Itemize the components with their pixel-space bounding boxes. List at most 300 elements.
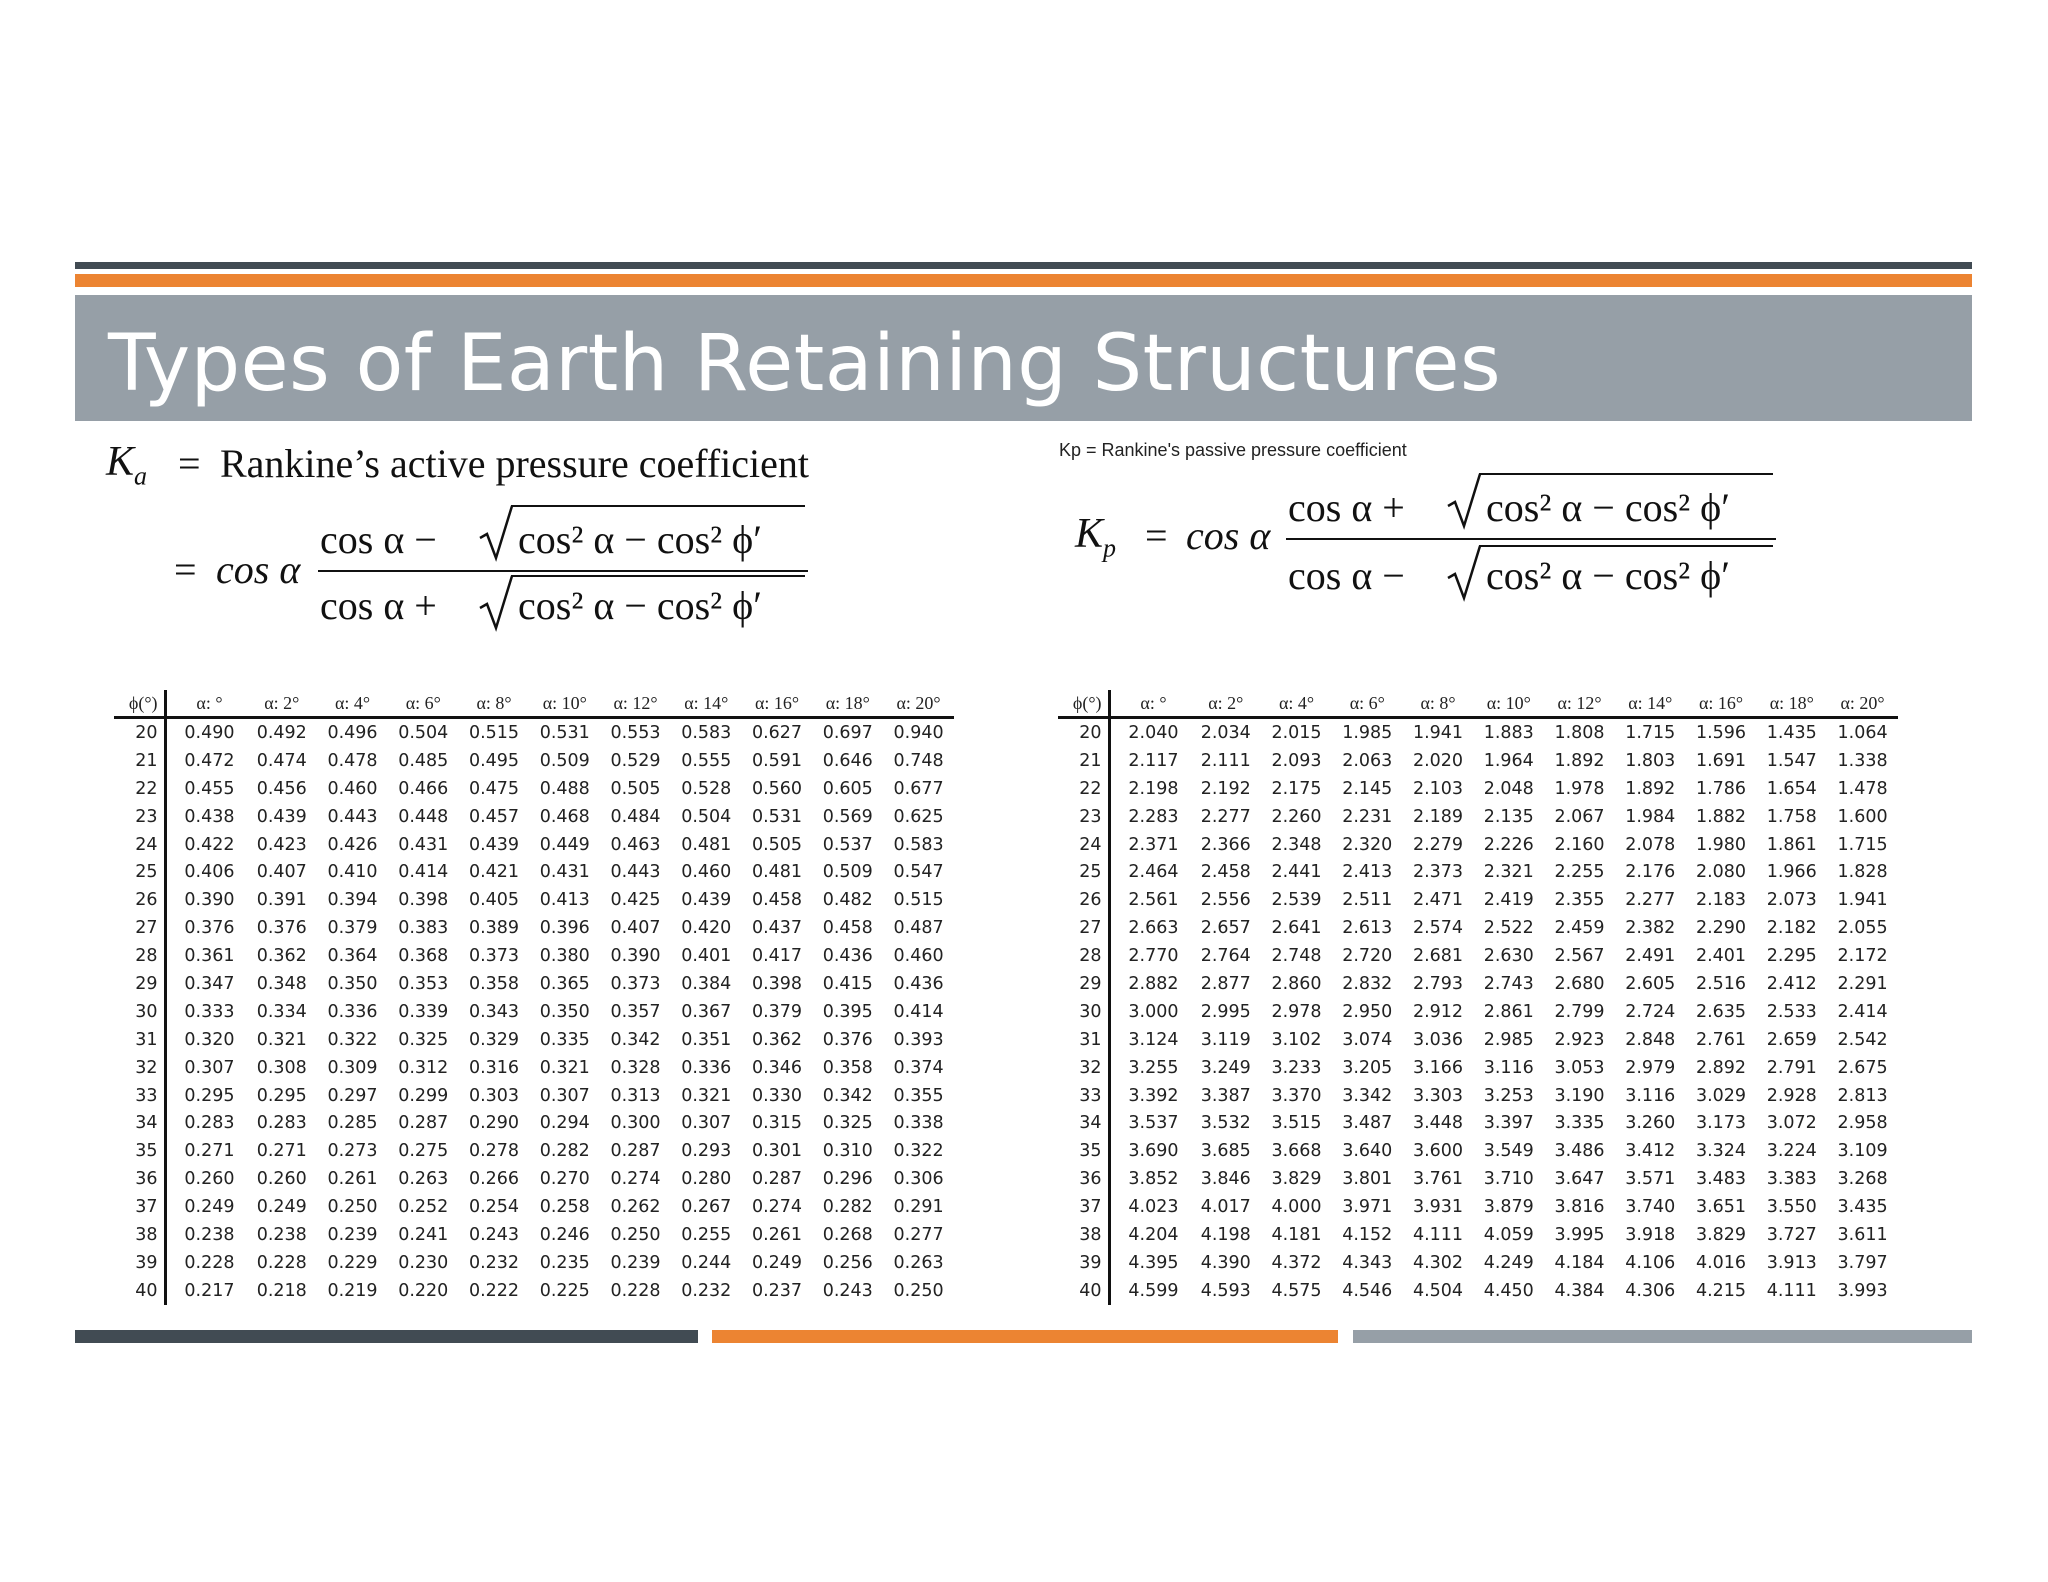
coefficient-cell: 0.335: [539, 1029, 590, 1050]
ka-fraction-bar: [318, 570, 808, 572]
coefficient-cell: 3.797: [1837, 1252, 1888, 1273]
coefficient-cell: 2.511: [1342, 890, 1393, 911]
coefficient-cell: 0.373: [468, 946, 520, 967]
coefficient-cell: 3.640: [1342, 1141, 1393, 1162]
coefficient-cell: 2.861: [1483, 1001, 1534, 1022]
coefficient-cell: 3.260: [1625, 1113, 1676, 1134]
coefficient-cell: 0.488: [539, 778, 590, 799]
coefficient-cell: 0.390: [184, 890, 235, 911]
coefficient-cell: 0.515: [893, 890, 944, 911]
coefficient-cell: 0.436: [822, 946, 873, 967]
coefficient-cell: 2.080: [1695, 862, 1747, 883]
coefficient-cell: 0.389: [468, 918, 520, 939]
coefficient-cell: 3.029: [1695, 1085, 1747, 1106]
coefficient-cell: 0.448: [398, 806, 449, 827]
coefficient-cell: 2.657: [1200, 918, 1251, 939]
coefficient-cell: 0.250: [893, 1280, 944, 1301]
table-row: [1058, 1137, 1898, 1165]
coefficient-cell: 3.387: [1200, 1085, 1251, 1106]
coefficient-cell: 4.599: [1128, 1280, 1179, 1301]
coefficient-cell: 0.583: [681, 722, 732, 743]
coefficient-cell: 3.205: [1342, 1057, 1393, 1078]
coefficient-cell: 0.458: [822, 918, 873, 939]
phi-cell: 24: [114, 831, 165, 859]
coefficient-cell: 0.583: [893, 834, 944, 855]
coefficient-cell: 0.336: [681, 1057, 732, 1078]
phi-cell: 31: [114, 1026, 165, 1054]
top-accent-bar-dark: [75, 262, 1972, 269]
coefficient-cell: 0.250: [610, 1224, 661, 1245]
coefficient-cell: 2.533: [1766, 1001, 1817, 1022]
coefficient-cell: 0.232: [468, 1252, 520, 1273]
coefficient-cell: 2.034: [1200, 722, 1251, 743]
coefficient-cell: 2.663: [1128, 918, 1179, 939]
coefficient-cell: 1.547: [1766, 750, 1817, 771]
coefficient-cell: 2.371: [1128, 834, 1179, 855]
ka-header-alpha-5: α: 10°: [529, 690, 600, 718]
coefficient-cell: 0.455: [184, 778, 235, 799]
coefficient-cell: 0.353: [398, 973, 449, 994]
slide-title: Types of Earth Retaining Structures: [108, 319, 1502, 409]
coefficient-cell: 0.504: [398, 722, 449, 743]
coefficient-cell: 0.361: [184, 946, 235, 967]
ka-table-body: [114, 718, 954, 1305]
coefficient-cell: 0.437: [751, 918, 803, 939]
coefficient-cell: 0.342: [822, 1085, 873, 1106]
coefficient-cell: 4.023: [1128, 1197, 1179, 1218]
table-row: [114, 1165, 954, 1193]
coefficient-cell: 4.017: [1200, 1197, 1251, 1218]
ka-prefix: cos α: [216, 547, 301, 592]
coefficient-cell: 0.490: [184, 722, 235, 743]
coefficient-cell: 3.190: [1554, 1085, 1605, 1106]
coefficient-cell: 3.233: [1271, 1057, 1322, 1078]
coefficient-cell: 1.715: [1837, 834, 1888, 855]
coefficient-cell: 2.382: [1625, 918, 1676, 939]
coefficient-cell: 0.228: [610, 1280, 661, 1301]
coefficient-cell: 4.204: [1128, 1224, 1179, 1245]
coefficient-cell: 0.398: [398, 890, 449, 911]
coefficient-cell: 0.697: [822, 722, 873, 743]
coefficient-cell: 2.793: [1412, 973, 1464, 994]
coefficient-cell: 1.478: [1837, 778, 1888, 799]
coefficient-cell: 4.504: [1412, 1280, 1464, 1301]
phi-cell: 26: [1058, 886, 1109, 914]
coefficient-cell: 2.231: [1342, 806, 1393, 827]
bottom-accent-bar-gray: [1353, 1330, 1972, 1343]
phi-cell: 22: [1058, 775, 1109, 803]
coefficient-cell: 2.743: [1483, 973, 1534, 994]
coefficient-cell: 2.892: [1695, 1057, 1747, 1078]
coefficient-cell: 0.339: [398, 1001, 449, 1022]
coefficient-cell: 1.964: [1483, 750, 1534, 771]
coefficient-cell: 2.366: [1200, 834, 1251, 855]
coefficient-cell: 0.362: [751, 1029, 803, 1050]
coefficient-cell: 0.407: [256, 862, 307, 883]
coefficient-cell: 0.383: [398, 918, 449, 939]
phi-cell: 31: [1058, 1026, 1109, 1054]
coefficient-cell: 0.287: [751, 1169, 803, 1190]
coefficient-cell: 2.539: [1271, 890, 1322, 911]
coefficient-cell: 0.509: [539, 750, 590, 771]
coefficient-cell: 3.483: [1695, 1169, 1747, 1190]
kp-header-alpha-3: α: 6°: [1332, 690, 1403, 718]
coefficient-cell: 2.567: [1554, 946, 1605, 967]
coefficient-cell: 0.374: [893, 1057, 944, 1078]
coefficient-cell: 3.342: [1342, 1085, 1393, 1106]
coefficient-cell: 2.291: [1837, 973, 1888, 994]
coefficient-cell: 0.431: [539, 862, 590, 883]
coefficient-cell: 3.571: [1625, 1169, 1676, 1190]
coefficient-cell: 2.877: [1200, 973, 1251, 994]
coefficient-cell: 0.417: [751, 946, 803, 967]
table-row: [114, 970, 954, 998]
coefficient-cell: 0.531: [539, 722, 590, 743]
coefficient-cell: 0.291: [893, 1197, 944, 1218]
coefficient-cell: 3.515: [1271, 1113, 1322, 1134]
coefficient-cell: 4.372: [1271, 1252, 1322, 1273]
kp-equals: =: [1145, 513, 1168, 558]
table-row: [114, 1221, 954, 1249]
coefficient-cell: 0.420: [681, 918, 732, 939]
coefficient-cell: 3.710: [1483, 1169, 1534, 1190]
ka-subscript: a: [134, 461, 148, 491]
coefficient-cell: 0.485: [398, 750, 449, 771]
coefficient-cell: 3.913: [1766, 1252, 1817, 1273]
table-row: [114, 998, 954, 1026]
coefficient-cell: 2.020: [1412, 750, 1464, 771]
coefficient-cell: 0.270: [539, 1169, 590, 1190]
coefficient-cell: 3.116: [1625, 1085, 1676, 1106]
coefficient-cell: 2.441: [1271, 862, 1322, 883]
phi-cell: 23: [114, 803, 165, 831]
table-row: [114, 747, 954, 775]
table-row: [1058, 1165, 1898, 1193]
coefficient-cell: 0.529: [610, 750, 661, 771]
coefficient-cell: 2.770: [1128, 946, 1179, 967]
coefficient-cell: 2.117: [1128, 750, 1179, 771]
coefficient-cell: 2.160: [1554, 834, 1605, 855]
coefficient-cell: 0.321: [256, 1029, 307, 1050]
coefficient-cell: 1.803: [1625, 750, 1676, 771]
coefficient-cell: 3.852: [1128, 1169, 1179, 1190]
coefficient-cell: 0.280: [681, 1169, 732, 1190]
coefficient-cell: 0.325: [398, 1029, 449, 1050]
coefficient-cell: 2.412: [1766, 973, 1817, 994]
phi-cell: 39: [114, 1249, 165, 1277]
coefficient-cell: 0.438: [184, 806, 235, 827]
coefficient-cell: 0.287: [398, 1113, 449, 1134]
coefficient-cell: 3.690: [1128, 1141, 1179, 1162]
coefficient-cell: 0.475: [468, 778, 520, 799]
ka-numerator-radicand: cos² α − cos² ϕ′: [518, 517, 762, 562]
coefficient-cell: 0.313: [610, 1085, 661, 1106]
coefficient-cell: 0.439: [681, 890, 732, 911]
coefficient-cell: 2.255: [1554, 862, 1605, 883]
coefficient-cell: 0.456: [256, 778, 307, 799]
coefficient-cell: 2.542: [1837, 1029, 1888, 1050]
phi-cell: 30: [1058, 998, 1109, 1026]
coefficient-cell: 0.625: [893, 806, 944, 827]
coefficient-cell: 1.882: [1695, 806, 1747, 827]
kp-fraction-bar: [1286, 538, 1776, 540]
coefficient-cell: 3.829: [1271, 1169, 1322, 1190]
bottom-accent-bar-orange: [712, 1330, 1338, 1343]
coefficient-cell: 0.481: [681, 834, 732, 855]
coefficient-cell: 0.260: [256, 1169, 307, 1190]
table-row: [1058, 831, 1898, 859]
coefficient-cell: 4.384: [1554, 1280, 1605, 1301]
coefficient-cell: 0.218: [256, 1280, 307, 1301]
coefficient-cell: 0.244: [681, 1252, 732, 1273]
coefficient-cell: 0.235: [539, 1252, 590, 1273]
coefficient-cell: 3.550: [1766, 1197, 1817, 1218]
coefficient-cell: 2.176: [1625, 862, 1676, 883]
table-row: [114, 718, 954, 747]
coefficient-cell: 1.654: [1766, 778, 1817, 799]
coefficient-cell: 3.397: [1483, 1113, 1534, 1134]
coefficient-cell: 0.481: [751, 862, 803, 883]
coefficient-cell: 2.912: [1412, 1001, 1464, 1022]
coefficient-cell: 2.226: [1483, 834, 1534, 855]
coefficient-cell: 2.093: [1271, 750, 1322, 771]
coefficient-cell: 1.966: [1766, 862, 1817, 883]
coefficient-cell: 0.348: [256, 973, 307, 994]
coefficient-cell: 0.271: [256, 1141, 307, 1162]
coefficient-cell: 0.316: [468, 1057, 520, 1078]
table-row: [1058, 858, 1898, 886]
coefficient-cell: 0.472: [184, 750, 235, 771]
kp-header-alpha-1: α: 2°: [1190, 690, 1261, 718]
coefficient-cell: 0.591: [751, 750, 803, 771]
ka-header-alpha-0: α: °: [165, 690, 246, 718]
coefficient-cell: 0.443: [327, 806, 378, 827]
coefficient-cell: 4.198: [1200, 1224, 1251, 1245]
table-row: [1058, 914, 1898, 942]
coefficient-cell: 0.431: [398, 834, 449, 855]
table-row: [114, 1109, 954, 1137]
kp-header-alpha-6: α: 12°: [1544, 690, 1615, 718]
coefficient-cell: 3.685: [1200, 1141, 1251, 1162]
kp-header-alpha-2: α: 4°: [1261, 690, 1332, 718]
phi-cell: 33: [1058, 1082, 1109, 1110]
coefficient-cell: 3.879: [1483, 1197, 1534, 1218]
phi-cell: 33: [114, 1082, 165, 1110]
coefficient-cell: 0.295: [256, 1085, 307, 1106]
phi-cell: 35: [1058, 1137, 1109, 1165]
coefficient-cell: 0.282: [539, 1141, 590, 1162]
coefficient-cell: 3.647: [1554, 1169, 1605, 1190]
coefficient-cell: 3.370: [1271, 1085, 1322, 1106]
coefficient-cell: 2.516: [1695, 973, 1747, 994]
coefficient-cell: 3.537: [1128, 1113, 1179, 1134]
coefficient-cell: 1.984: [1625, 806, 1676, 827]
coefficient-cell: 0.350: [327, 973, 378, 994]
coefficient-cell: 0.277: [893, 1224, 944, 1245]
coefficient-cell: 1.941: [1412, 722, 1464, 743]
phi-cell: 26: [114, 886, 165, 914]
coefficient-cell: 4.390: [1200, 1252, 1251, 1273]
ka-definition: Rankine’s active pressure coefficient: [220, 441, 810, 486]
coefficient-cell: 2.574: [1412, 918, 1464, 939]
coefficient-cell: 2.055: [1837, 918, 1888, 939]
coefficient-cell: 0.357: [610, 1001, 661, 1022]
coefficient-cell: 0.303: [468, 1085, 520, 1106]
coefficient-cell: 3.412: [1625, 1141, 1676, 1162]
coefficient-cell: 3.801: [1342, 1169, 1393, 1190]
coefficient-cell: 2.078: [1625, 834, 1676, 855]
coefficient-cell: 3.036: [1412, 1029, 1464, 1050]
coefficient-cell: 2.720: [1342, 946, 1393, 967]
table-row: [114, 775, 954, 803]
coefficient-cell: 0.443: [610, 862, 661, 883]
table-row: [114, 1193, 954, 1221]
coefficient-cell: 4.016: [1695, 1252, 1747, 1273]
kp-denominator-lead: cos α −: [1288, 553, 1405, 598]
table-row: [114, 886, 954, 914]
coefficient-cell: 3.993: [1837, 1280, 1888, 1301]
coefficient-cell: 2.464: [1128, 862, 1179, 883]
coefficient-cell: 1.828: [1837, 862, 1888, 883]
coefficient-cell: 0.254: [468, 1197, 520, 1218]
coefficient-cell: 3.761: [1412, 1169, 1464, 1190]
coefficient-cell: 0.239: [327, 1224, 378, 1245]
coefficient-cell: 0.282: [822, 1197, 873, 1218]
coefficient-cell: 0.333: [184, 1001, 235, 1022]
ka-header-alpha-8: α: 16°: [742, 690, 813, 718]
coefficient-cell: 0.468: [539, 806, 590, 827]
coefficient-cell: 2.419: [1483, 890, 1534, 911]
coefficient-cell: 0.425: [610, 890, 661, 911]
coefficient-cell: 0.274: [610, 1169, 661, 1190]
table-row: [114, 831, 954, 859]
coefficient-cell: 3.116: [1483, 1057, 1534, 1078]
coefficient-cell: 2.172: [1837, 946, 1888, 967]
coefficient-cell: 4.000: [1271, 1197, 1322, 1218]
coefficient-cell: 1.691: [1695, 750, 1747, 771]
coefficient-cell: 0.414: [893, 1001, 944, 1022]
coefficient-cell: 0.273: [327, 1141, 378, 1162]
coefficient-cell: 3.000: [1128, 1001, 1179, 1022]
kp-header-alpha-5: α: 10°: [1473, 690, 1544, 718]
coefficient-cell: 2.135: [1483, 806, 1534, 827]
kp-table-body: [1058, 718, 1898, 1305]
coefficient-cell: 2.401: [1695, 946, 1747, 967]
coefficient-cell: 0.225: [539, 1280, 590, 1301]
coefficient-cell: 0.287: [610, 1141, 661, 1162]
phi-cell: 28: [1058, 942, 1109, 970]
ka-header-phi: ϕ(°): [114, 690, 165, 718]
coefficient-cell: 0.295: [184, 1085, 235, 1106]
coefficient-cell: 2.277: [1200, 806, 1251, 827]
kp-header-alpha-0: α: °: [1109, 690, 1190, 718]
coefficient-cell: 0.256: [822, 1252, 873, 1273]
coefficient-cell: 1.758: [1766, 806, 1817, 827]
coefficient-cell: 2.015: [1271, 722, 1322, 743]
coefficient-cell: 2.522: [1483, 918, 1534, 939]
coefficient-cell: 4.111: [1766, 1280, 1817, 1301]
coefficient-cell: 0.376: [184, 918, 235, 939]
kp-table: [1058, 690, 1898, 1305]
ka-header-alpha-9: α: 18°: [812, 690, 883, 718]
coefficient-cell: 1.338: [1837, 750, 1888, 771]
table-row: [114, 942, 954, 970]
coefficient-cell: 0.379: [751, 1001, 803, 1022]
coefficient-cell: 2.605: [1625, 973, 1676, 994]
coefficient-cell: 1.600: [1837, 806, 1888, 827]
coefficient-cell: 0.478: [327, 750, 378, 771]
coefficient-cell: 0.415: [822, 973, 873, 994]
coefficient-cell: 0.241: [398, 1224, 449, 1245]
coefficient-cell: 0.249: [256, 1197, 307, 1218]
table-row: [114, 1249, 954, 1277]
coefficient-cell: 2.111: [1200, 750, 1251, 771]
coefficient-cell: 0.297: [327, 1085, 378, 1106]
coefficient-cell: 0.487: [893, 918, 944, 939]
coefficient-cell: 0.329: [468, 1029, 520, 1050]
coefficient-cell: 0.300: [610, 1113, 661, 1134]
coefficient-cell: 0.531: [751, 806, 803, 827]
coefficient-cell: 0.261: [751, 1224, 803, 1245]
kp-header-alpha-9: α: 18°: [1756, 690, 1827, 718]
coefficient-cell: 2.882: [1128, 973, 1179, 994]
coefficient-cell: 2.182: [1766, 918, 1817, 939]
coefficient-cell: 2.198: [1128, 778, 1179, 799]
phi-cell: 27: [114, 914, 165, 942]
coefficient-cell: 0.460: [327, 778, 378, 799]
coefficient-cell: 0.401: [681, 946, 732, 967]
coefficient-cell: 0.320: [184, 1029, 235, 1050]
coefficient-cell: 0.436: [893, 973, 944, 994]
coefficient-cell: 2.681: [1412, 946, 1464, 967]
ka-header-alpha-10: α: 20°: [883, 690, 954, 718]
coefficient-cell: 3.249: [1200, 1057, 1251, 1078]
coefficient-cell: 1.883: [1483, 722, 1534, 743]
coefficient-cell: 0.463: [610, 834, 661, 855]
coefficient-cell: 0.338: [893, 1113, 944, 1134]
coefficient-cell: 0.328: [610, 1057, 661, 1078]
coefficient-cell: 3.549: [1483, 1141, 1534, 1162]
coefficient-cell: 3.995: [1554, 1224, 1605, 1245]
coefficient-cell: 2.295: [1766, 946, 1817, 967]
coefficient-cell: 0.351: [681, 1029, 732, 1050]
coefficient-cell: 0.250: [327, 1197, 378, 1218]
coefficient-cell: 3.102: [1271, 1029, 1322, 1050]
coefficient-cell: 2.067: [1554, 806, 1605, 827]
phi-cell: 38: [114, 1221, 165, 1249]
coefficient-cell: 1.808: [1554, 722, 1605, 743]
coefficient-cell: 2.063: [1342, 750, 1393, 771]
coefficient-cell: 3.253: [1483, 1085, 1534, 1106]
coefficient-cell: 4.343: [1342, 1252, 1393, 1273]
coefficient-cell: 0.422: [184, 834, 235, 855]
phi-cell: 37: [1058, 1193, 1109, 1221]
coefficient-cell: 2.995: [1200, 1001, 1251, 1022]
coefficient-cell: 3.392: [1128, 1085, 1179, 1106]
ka-header-alpha-1: α: 2°: [246, 690, 317, 718]
table-row: [1058, 886, 1898, 914]
coefficient-cell: 0.362: [256, 946, 307, 967]
coefficient-cell: 2.860: [1271, 973, 1322, 994]
coefficient-cell: 0.449: [539, 834, 590, 855]
coefficient-cell: 0.219: [327, 1280, 378, 1301]
coefficient-cell: 0.220: [398, 1280, 449, 1301]
coefficient-cell: 2.813: [1837, 1085, 1888, 1106]
coefficient-cell: 4.306: [1625, 1280, 1676, 1301]
coefficient-cell: 0.627: [751, 722, 803, 743]
coefficient-cell: 0.391: [256, 890, 307, 911]
coefficient-cell: 4.215: [1695, 1280, 1747, 1301]
